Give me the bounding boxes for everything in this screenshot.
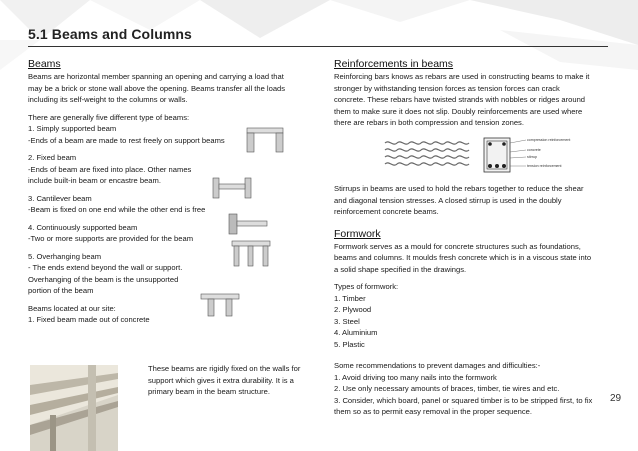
intro-line: Beams are horizontal member spanning an opening and carrying a load that xyxy=(28,72,284,81)
formwork-line: Formwork serves as a mould for concrete structures such as foundations, xyxy=(334,241,581,251)
continuous-beam-diagram xyxy=(230,238,272,268)
formwork-types-heading: Types of formwork: xyxy=(334,282,399,291)
type-line: portion of the beam xyxy=(28,286,94,295)
reinf-line: Reinforcing bars knows as rebars are used in constructing beams to make it xyxy=(334,72,590,81)
caption-line: These beams are rigidly fixed on the walls for xyxy=(148,364,301,373)
site-item: 1. Fixed beam made out of concrete xyxy=(28,315,150,324)
recommendation: 3. Consider, which board, panel or squared timber is to be stripped first, to fix xyxy=(334,395,593,405)
diagram-label: stirrup xyxy=(527,155,537,159)
type-line: 1. Simply supported beam xyxy=(28,124,117,133)
type-line: 2. Fixed beam xyxy=(28,153,77,162)
reinf-line: them to make sure it does not slip. Doubly reinforcements are used where xyxy=(334,106,583,116)
reinf-line: stronger by withstanding tension forces as tension forces can crack xyxy=(334,83,560,93)
photo-caption xyxy=(148,363,300,398)
reinforcements-heading: Reinforcements in beams xyxy=(334,58,454,70)
stirrup-line: reinforcement concrete beams. xyxy=(334,207,439,216)
type-line: 5. Overhanging beam xyxy=(28,251,102,261)
right-column-lower xyxy=(334,183,592,418)
intro-line: including its self-weight to the columns or walls. xyxy=(28,95,188,104)
diagram-label: concrete xyxy=(527,148,541,152)
type-line: -Beam is fixed on one end while the other end is free xyxy=(28,205,206,214)
stirrup-line: and diagonal tension stresses. A closed stirrup is used in the doubly xyxy=(334,195,562,205)
recommendation: 2. Use only necessary amounts of braces, timber, tie wires and etc. xyxy=(334,384,560,393)
type-line: -Two or more supports are provided for the beam xyxy=(28,234,194,243)
recommendation: them so as to permit easy removal in the proper sequence. xyxy=(334,407,532,416)
formwork-heading: Formwork xyxy=(334,227,381,240)
diagram-label: tension reinforcement xyxy=(527,164,562,168)
recommendations-heading: Some recommendations to prevent damages and difficulties:- xyxy=(334,361,541,370)
caption-line: support which gives it extra durability. It is a xyxy=(148,375,294,385)
site-heading: Beams located at our site: xyxy=(28,303,116,313)
site-beam-photo xyxy=(30,365,118,451)
formwork-type: 5. Plastic xyxy=(334,339,365,349)
type-line: 4. Continuously supported beam xyxy=(28,222,138,232)
reinf-line: there are rebars in both compression and tension zones. xyxy=(334,118,524,127)
right-column xyxy=(334,58,589,129)
type-line: - The ends extend beyond the wall or support. xyxy=(28,263,183,272)
type-line: 3. Cantilever beam xyxy=(28,193,92,203)
caption-line: primary beam in the beam structure. xyxy=(148,387,270,396)
fixed-beam-diagram xyxy=(212,176,252,200)
formwork-type: 3. Steel xyxy=(334,316,360,326)
page-number: 29 xyxy=(610,393,622,404)
formwork-line: beams and columns. It moulds fresh concrete which is in a viscous state into xyxy=(334,253,592,262)
type-line: include built-in beam or encastre beam. xyxy=(28,176,161,185)
title-divider xyxy=(28,46,608,47)
page-title: 5.1 Beams and Columns xyxy=(28,26,192,42)
diagram-label: compression reinforcement xyxy=(527,138,571,142)
formwork-type: 1. Timber xyxy=(334,293,366,303)
formwork-type: 2. Plywood xyxy=(334,305,372,314)
rebars-image xyxy=(383,137,473,173)
type-line: -Ends of beam are fixed into place. Other names xyxy=(28,164,192,174)
intro-line: may be a brick or stone wall above the opening. Beams transfer all the loads xyxy=(28,83,286,93)
type-line: -Ends of a beam are made to rest freely on support beams xyxy=(28,135,225,145)
overhanging-beam-diagram xyxy=(200,286,240,318)
recommendation: 1. Avoid driving too many nails into the formwork xyxy=(334,372,497,382)
doubly-reinforced-section-diagram xyxy=(482,134,592,176)
simply-supported-beam-diagram xyxy=(245,124,285,154)
formwork-line: a solid shape specified in the drawings. xyxy=(334,264,467,274)
type-line: Overhanging of the beam is the unsupported xyxy=(28,274,179,284)
beams-heading: Beams xyxy=(28,58,61,70)
cantilever-beam-diagram xyxy=(228,212,270,236)
formwork-type: 4. Aluminium xyxy=(334,328,378,337)
reinf-line: concrete. These rebars have twisted strands with nobbles or ridges around xyxy=(334,95,586,104)
types-intro: There are generally five different type of beams: xyxy=(28,112,190,122)
stirrup-line: Stirrups in beams are used to hold the rebars together to reduce the shear xyxy=(334,184,584,193)
